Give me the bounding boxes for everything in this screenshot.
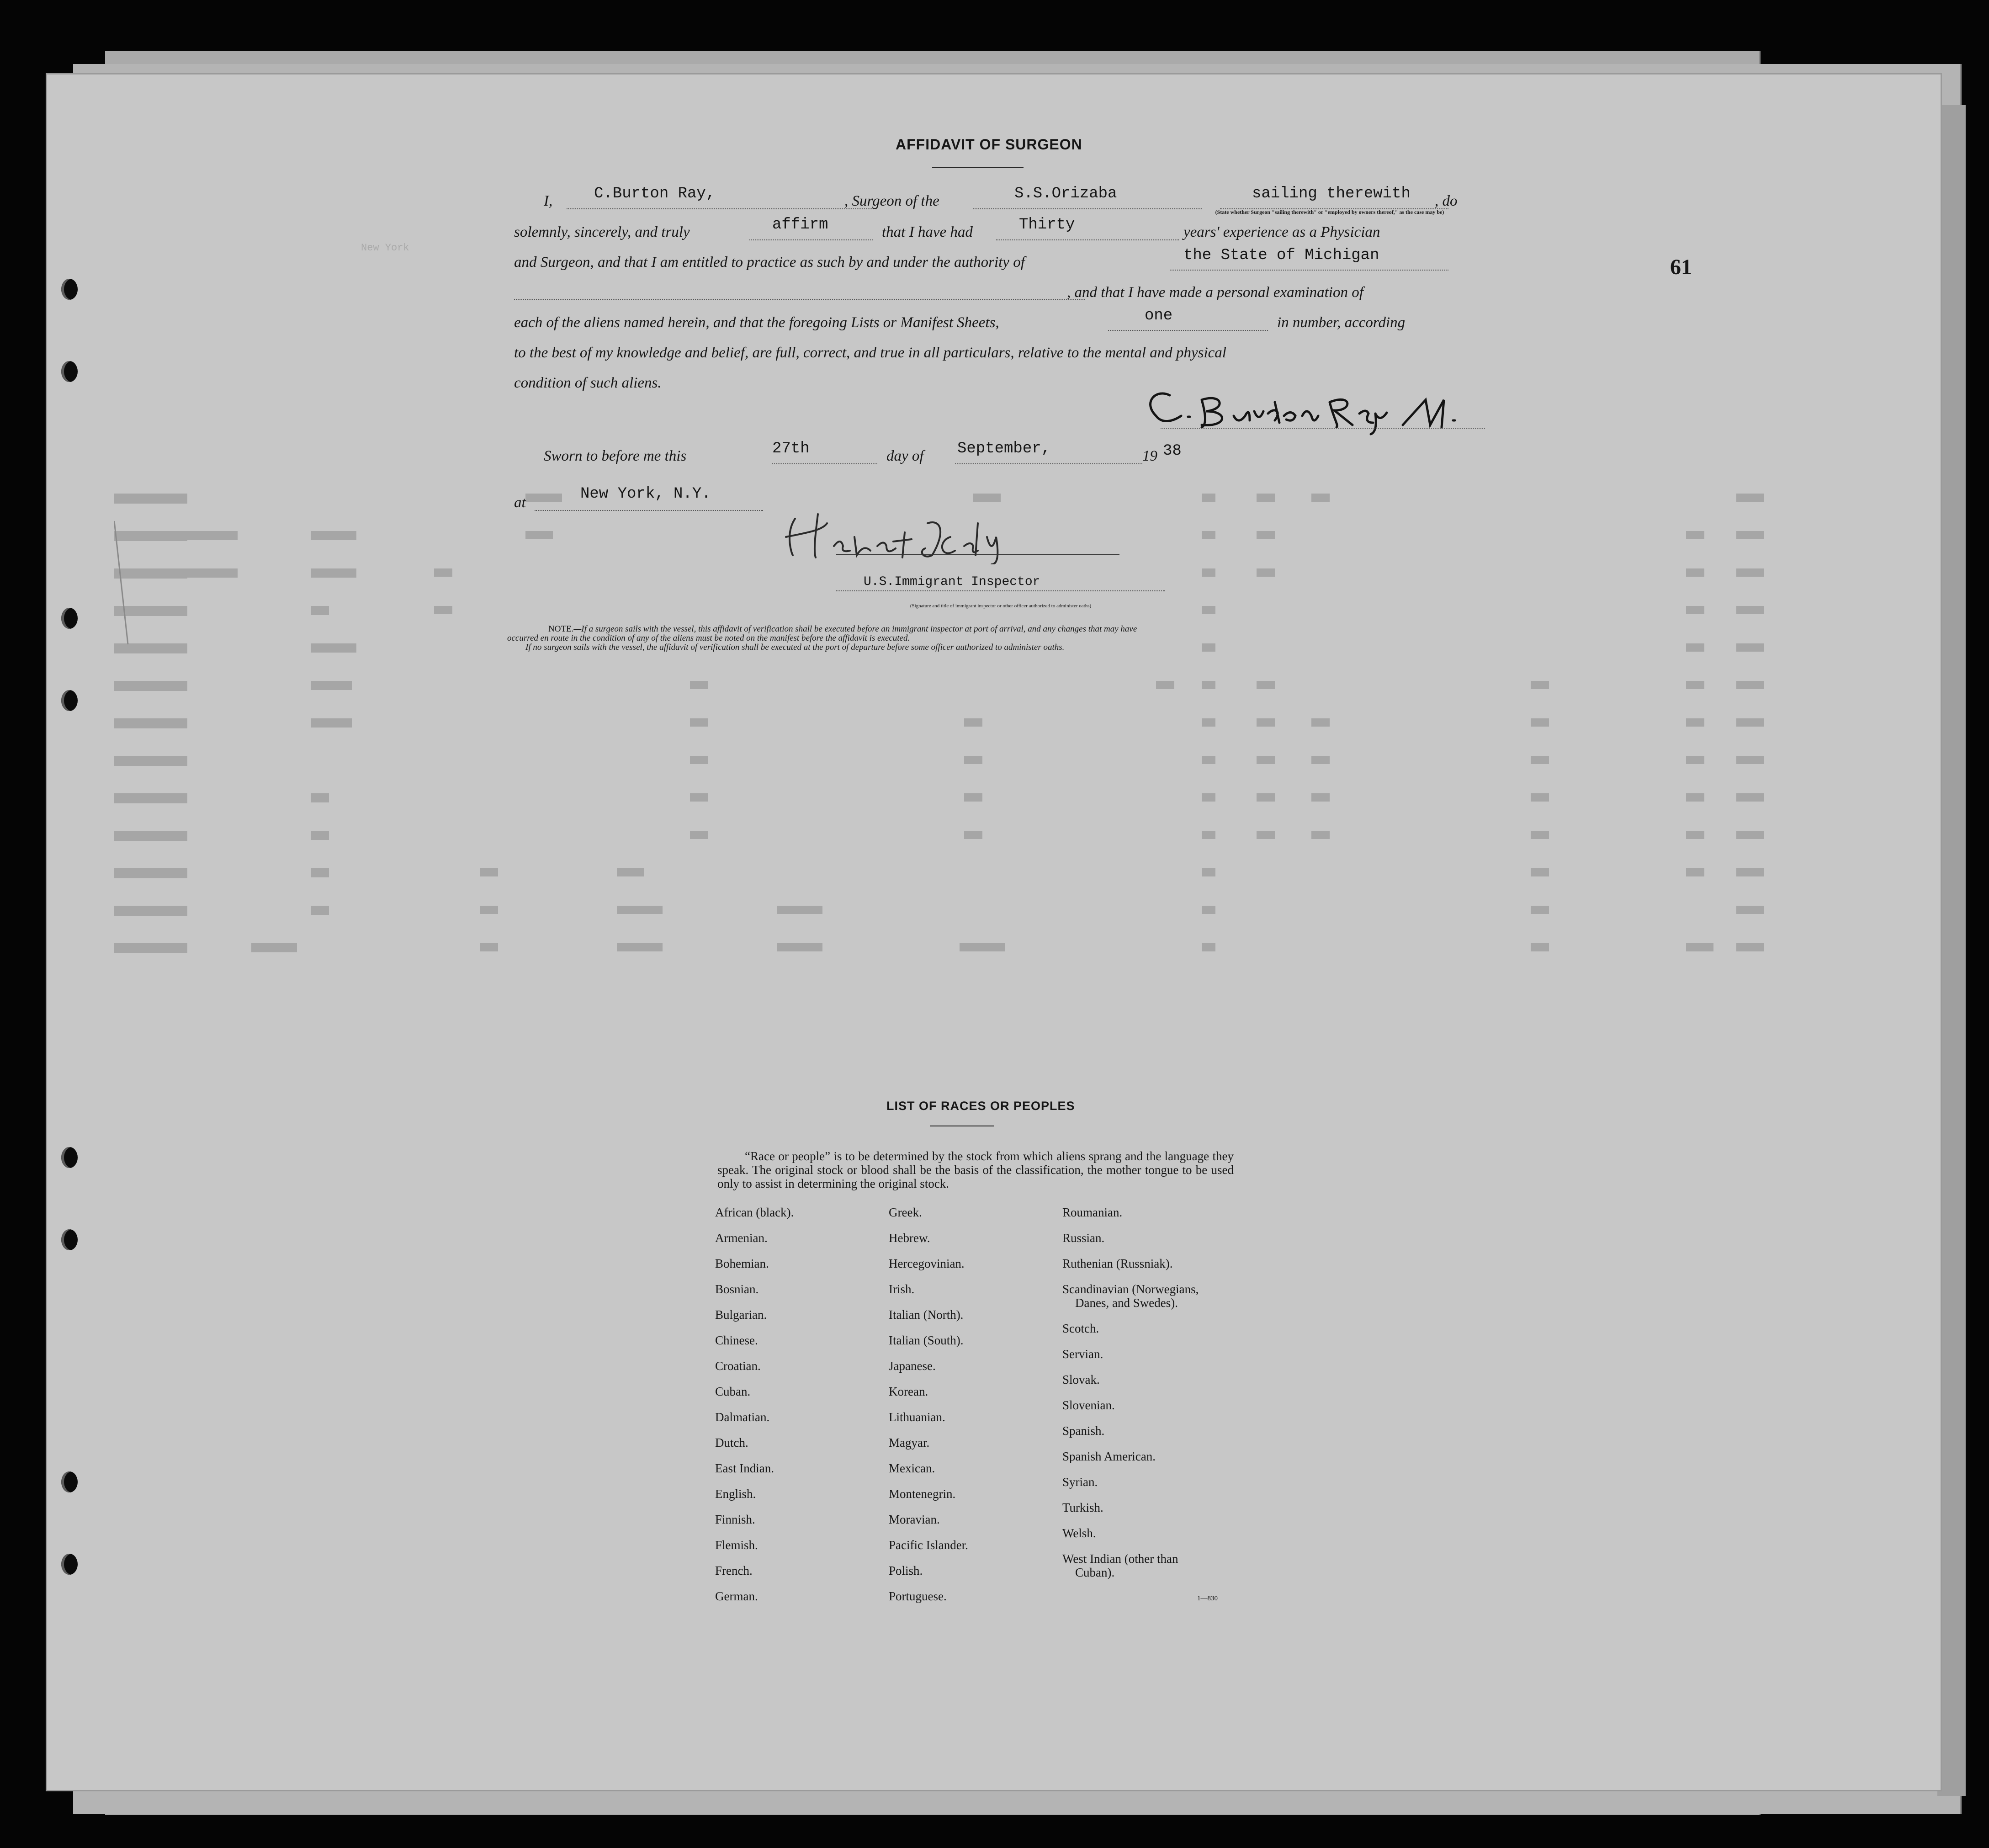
race-item: Scandinavian (Norwegians, Danes, and Swedes). — [1062, 1282, 1199, 1310]
race-item: Cuban. — [715, 1385, 751, 1398]
affidavit-text: condition of such aliens. — [514, 375, 662, 391]
authority: the State of Michigan — [1183, 247, 1379, 264]
affidavit-text: and Surgeon, and that I am entitled to practice as such by and under the authority of — [514, 254, 1025, 271]
affidavit-text: solemnly, sincerely, and truly — [514, 224, 690, 240]
race-item: Ruthenian (Russniak). — [1062, 1257, 1173, 1270]
affidavit-text: , do — [1435, 193, 1458, 209]
race-item: Portuguese. — [889, 1589, 947, 1603]
ghost-port-text: New York — [361, 242, 409, 254]
affidavit-note — [507, 625, 1485, 652]
race-item: Hercegovinian. — [889, 1257, 965, 1270]
oath-type: affirm — [772, 216, 828, 234]
race-item: Servian. — [1062, 1347, 1103, 1361]
race-item: Bosnian. — [715, 1282, 759, 1296]
race-item: Hebrew. — [889, 1231, 930, 1245]
affidavit-text: , and that I have made a personal examination of — [1067, 284, 1363, 301]
race-item: Polish. — [889, 1564, 923, 1577]
race-item: Chinese. — [715, 1333, 758, 1347]
affidavit-text: I, — [544, 193, 553, 209]
race-item: Bohemian. — [715, 1257, 769, 1270]
race-item: Mexican. — [889, 1461, 935, 1475]
inspector-title: U.S.Immigrant Inspector — [864, 575, 1040, 589]
race-item: German. — [715, 1589, 758, 1603]
race-item: East Indian. — [715, 1461, 774, 1475]
inspector-signature — [768, 505, 1042, 564]
note-line-3 — [507, 643, 1485, 652]
surgeon-signature-line — [1161, 407, 1485, 429]
races-column-2 — [889, 1205, 1053, 1615]
affidavit-text: in number, according — [1277, 314, 1406, 331]
affidavit-text: years' experience as a Physician — [1183, 224, 1380, 240]
race-item: Irish. — [889, 1282, 915, 1296]
sworn-label: Sworn to before me this — [544, 448, 687, 464]
inspector-title-field — [836, 579, 1165, 591]
race-item: Dalmatian. — [715, 1410, 770, 1424]
race-item: Italian (South). — [889, 1333, 964, 1347]
race-item: Slovak. — [1062, 1373, 1100, 1386]
races-title: LIST OF RACES OR PEOPLES — [886, 1099, 1075, 1113]
punch-hole — [61, 279, 78, 300]
note-line-1 — [507, 625, 1485, 634]
location: New York, N.Y. — [580, 485, 711, 503]
race-item: African (black). — [715, 1205, 794, 1219]
race-item: Korean. — [889, 1385, 928, 1398]
at-label: at — [514, 494, 526, 511]
inspector-signature-line — [836, 554, 1119, 555]
sworn-month: September, — [957, 440, 1051, 457]
race-item: Spanish. — [1062, 1424, 1105, 1438]
year-suffix: 38 — [1163, 442, 1182, 460]
race-item: Italian (North). — [889, 1308, 964, 1322]
day-of-label: day of — [886, 448, 924, 464]
race-item: English. — [715, 1487, 756, 1501]
race-item: French. — [715, 1564, 753, 1577]
race-item: Moravian. — [889, 1513, 940, 1526]
inspector-caption: (Signature and title of immigrant inspector or other officer authorized to administer oaths) — [910, 603, 1092, 609]
affidavit-text: , Surgeon of the — [844, 193, 939, 209]
form-number: 1—830 — [1197, 1595, 1218, 1602]
race-item: Scotch. — [1062, 1322, 1099, 1335]
affidavit-text: that I have had — [882, 224, 973, 240]
races-column-1 — [715, 1205, 880, 1615]
race-item: Flemish. — [715, 1538, 758, 1552]
races-intro: “Race or people” is to be determined by the stock from which aliens sprang and the language they speak. The original stock or blood shall be the basis of the classification, the mother tongue to be used only to assist in determining the original stock. — [717, 1149, 1234, 1190]
race-item: Roumanian. — [1062, 1205, 1123, 1219]
race-item: Bulgarian. — [715, 1308, 767, 1322]
race-item: Turkish. — [1062, 1501, 1103, 1514]
year-prefix: 19 — [1142, 448, 1157, 464]
sailing-status: sailing therewith — [1252, 185, 1411, 202]
sailing-status-caption: (State whether Surgeon "sailing therewith" or "employed by owners thereof," as the case may be) — [1215, 209, 1444, 215]
punch-hole — [61, 1471, 78, 1492]
manifest-page — [46, 73, 1942, 1791]
years: Thirty — [1019, 216, 1075, 234]
page-number: 61 — [1670, 255, 1692, 279]
race-item: Slovenian. — [1062, 1398, 1115, 1412]
affidavit-text: each of the aliens named herein, and that the foregoing Lists or Manifest Sheets, — [514, 314, 999, 331]
punch-hole — [61, 1554, 78, 1575]
note-text: —If a surgeon sails with the vessel, this affidavit of verification shall be executed before an immigrant inspector at port of arrival, and any changes that may have — [573, 624, 1137, 634]
race-item: Welsh. — [1062, 1526, 1096, 1540]
punch-hole — [61, 361, 78, 382]
punch-hole — [61, 608, 78, 629]
note-label: NOTE. — [548, 624, 574, 634]
affidavit-title-rule — [932, 167, 1024, 168]
race-item: Finnish. — [715, 1513, 755, 1526]
race-item: Greek. — [889, 1205, 922, 1219]
punch-hole — [61, 1147, 78, 1168]
punch-hole — [61, 690, 78, 711]
note-text: occurred en route in the condition of any of the aliens must be noted on the manifest before the affidavit is executed. — [507, 633, 910, 643]
authority-continued-field — [514, 278, 1085, 300]
race-item: Montenegrin. — [889, 1487, 956, 1501]
race-item: West Indian (other than Cuban). — [1062, 1552, 1178, 1579]
affidavit-text: to the best of my knowledge and belief, are full, correct, and true in all particulars, relative to the mental and physical — [514, 345, 1226, 361]
race-item: Japanese. — [889, 1359, 936, 1373]
races-column-3 — [1062, 1205, 1218, 1591]
note-text: If no surgeon sails with the vessel, the affidavit of verification shall be executed at the port of departure before some officer authorized to administer oaths. — [525, 643, 1065, 652]
race-item: Armenian. — [715, 1231, 768, 1245]
race-item: Magyar. — [889, 1436, 930, 1450]
punch-hole — [61, 1229, 78, 1250]
ship-name: S.S.Orizaba — [1014, 185, 1117, 202]
affidavit-title: AFFIDAVIT OF SURGEON — [896, 136, 1082, 153]
race-item: Lithuanian. — [889, 1410, 945, 1424]
race-item: Spanish American. — [1062, 1450, 1156, 1463]
sheet-count-field — [1108, 309, 1268, 331]
race-item: Russian. — [1062, 1231, 1105, 1245]
race-item: Pacific Islander. — [889, 1538, 968, 1552]
surgeon-name: C.Burton Ray, — [594, 185, 716, 202]
race-item: Dutch. — [715, 1436, 748, 1450]
sheet-count: one — [1145, 307, 1173, 324]
note-line-2 — [507, 634, 1485, 643]
race-item: Croatian. — [715, 1359, 761, 1373]
sworn-day: 27th — [772, 440, 810, 457]
race-item: Syrian. — [1062, 1475, 1098, 1489]
